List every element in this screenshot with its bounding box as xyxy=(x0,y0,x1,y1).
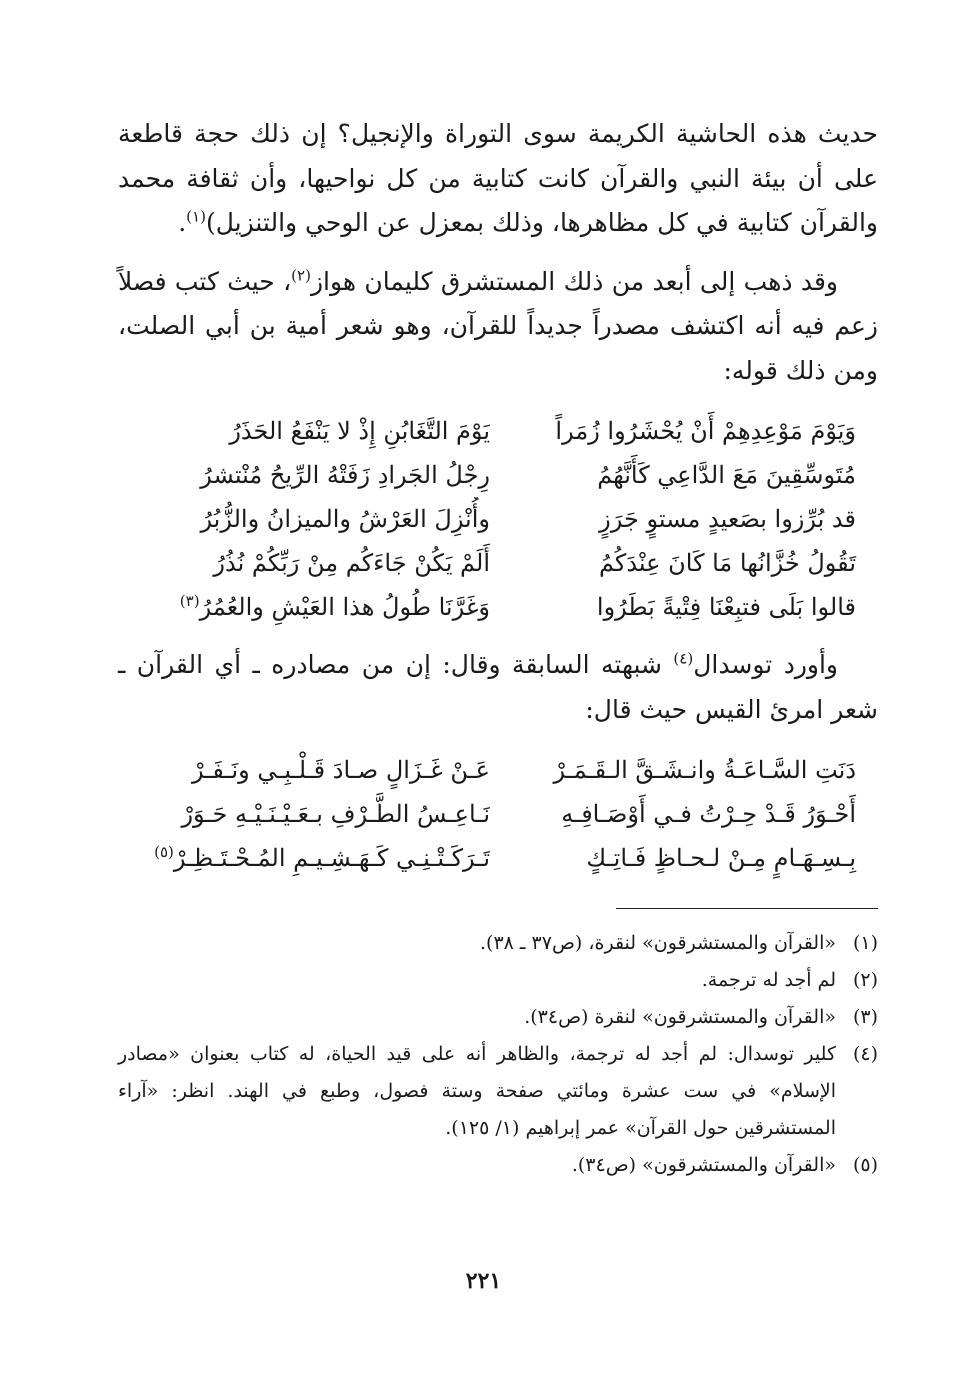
verse xyxy=(118,497,878,541)
footnote-ref-4[interactable]: (٤) xyxy=(673,649,694,668)
verse-second-hemistich: نَـاعِـسُ الطَّـرْفِ بـعَـيْـنَـيْـهِ حَـوَرْ xyxy=(181,800,490,828)
footnote-ref-1[interactable]: (١) xyxy=(186,207,206,226)
verse xyxy=(118,541,878,585)
verse-first-hemistich: بِـسِـهَـامٍ مِـنْ لـحـاظٍ فَـاتِـكٍ xyxy=(586,844,856,872)
paragraph-3 xyxy=(118,643,878,732)
footnote-number: (٢) xyxy=(852,969,878,991)
verse-second-hemistich: رِجْلُ الجَرادِ زَفَتْهُ الرِّيحُ مُنْتشرُ xyxy=(200,461,490,489)
paragraph-1-text: حديث هذه الحاشية الكريمة سوى التوراة والإنجيل؟ إن ذلك حجة قاطعة على أن بيئة النبي والقرآن كانت كتابية من كل نواحيها، وأن ثقافة محمد والقرآن كتابية في كل مظاهرها، وذلك بمعزل عن الوحي والتنزيل) xyxy=(118,119,878,237)
page-number: ٢٢١ xyxy=(465,1268,502,1294)
verse xyxy=(118,585,878,629)
verse xyxy=(118,836,878,880)
verse-second-hemistich: يَوْمَ التَّغَابُنِ إِذْ لا يَنْفَعُ الحَذَرُ xyxy=(229,417,490,445)
footnote-ref-2[interactable]: (٢) xyxy=(291,266,311,285)
verse-first-hemistich: دَنَتِ السَّـاعَـةُ وانـشَـقَّ الـقَـمَـرْ xyxy=(553,756,856,784)
verse-first-hemistich: تَقُولُ خُزَّانُها مَا كَانَ عِنْدَكُمُ xyxy=(598,549,856,577)
footnote-number: (١) xyxy=(852,932,878,954)
verse-first-hemistich: قد بُرِّزوا بصَعيدٍ مستوٍ جَرَزٍ xyxy=(599,505,856,533)
verse xyxy=(118,409,878,453)
footnotes xyxy=(118,925,878,1184)
verse xyxy=(118,453,878,497)
page-body xyxy=(118,112,878,1184)
paragraph-2-text-a: وقد ذهب إلى أبعد من ذلك المستشرق كليمان هواز xyxy=(310,266,838,296)
footnote-text: لم أجد له ترجمة. xyxy=(701,969,836,991)
footnote-item xyxy=(118,925,878,962)
verse-second-hemistich: وأُنْزِلَ العَرْشُ والميزانُ والزُّبُرُ xyxy=(200,505,490,533)
paragraph-2-text-b: ، حيث كتب فصلاً زعم فيه أنه اكتشف مصدراً جديداً للقرآن، وهو شعر أمية بن أبي الصلت، ومن ذلك قوله: xyxy=(118,266,878,385)
paragraph-3-text-a: وأورد توسدال xyxy=(693,650,839,679)
verse-second-hemistich: عَـنْ غَـزَالٍ صـادَ قَـلْـبِـي ونَـفَـرْ xyxy=(192,756,490,784)
footnote-text: «القرآن والمستشرقون» لنقرة، (ص٣٧ ـ ٣٨). xyxy=(480,932,836,954)
footnote-ref-5[interactable]: (٥) xyxy=(154,843,174,861)
paragraph-2 xyxy=(118,260,878,394)
footnote-item xyxy=(118,1147,878,1184)
verse-second-hemistich xyxy=(118,585,490,629)
paragraph-1-tail: . xyxy=(178,208,187,237)
verse-second-hemistich xyxy=(118,836,490,880)
footnote-number: (٤) xyxy=(852,1043,878,1065)
footnote-item xyxy=(118,1036,878,1147)
verse-first-hemistich: مُتَوسِّقِينَ مَعَ الدَّاعِي كَأَنَّهُمُ xyxy=(597,461,856,489)
poem-imru-al-qais xyxy=(118,748,878,880)
verse-second-hemistich-text: تَـرَكَـتْـنِـي كَـهَـشِـيـمِ المُـحْـتَـظِـرْ xyxy=(173,844,490,872)
footnote-text: «القرآن والمستشرقون» (ص٣٤). xyxy=(571,1154,836,1176)
poem-umayya xyxy=(118,409,878,629)
verse-first-hemistich: أَحْـوَرُ قَـدْ حِـرْتُ فـي أَوْصَـافِـهِ xyxy=(561,800,856,828)
verse xyxy=(118,792,878,836)
verse xyxy=(118,748,878,792)
footnote-item xyxy=(118,999,878,1036)
footnote-ref-3[interactable]: (٣) xyxy=(179,592,200,610)
footnote-number: (٣) xyxy=(852,1006,878,1028)
verse-first-hemistich: قالوا بَلَى فتبِعْنَا فِتْيةً بَطَرُوا xyxy=(596,593,856,621)
verse-second-hemistich: أَلَمْ يَكُنْ جَاءَكُم مِنْ رَبِّكُمْ نُذُرُ xyxy=(213,549,490,577)
footnote-item xyxy=(118,962,878,999)
verse-second-hemistich-text: وَغَرَّنَا طُولُ هذا العَيْشِ والعُمُرُ xyxy=(199,593,490,621)
footnote-text: «القرآن والمستشرقون» لنقرة (ص٣٤). xyxy=(524,1006,836,1028)
footnote-text: كلير توسدال: لم أجد له ترجمة، والظاهر أنه على قيد الحياة، له كتاب بعنوان «مصادر الإسلام» في ست عشرة ومائتي صفحة وستة فصول، وطبع في الهند. انظر: «آراء المستشرقين حول القرآن» عمر إبراهيم (١/ ١٢٥). xyxy=(118,1043,836,1139)
paragraph-1 xyxy=(118,112,878,246)
verse-first-hemistich: وَيَوْمَ مَوْعِدِهِمْ أَنْ يُحْشَرُوا زُمَراً xyxy=(555,417,856,445)
footnote-separator xyxy=(616,908,878,909)
paragraph-3-text-b: شبهته السابقة وقال: إن من مصادره ـ أي القرآن ـ شعر امرئ القيس حيث قال: xyxy=(118,650,878,724)
footnote-number: (٥) xyxy=(852,1154,878,1176)
